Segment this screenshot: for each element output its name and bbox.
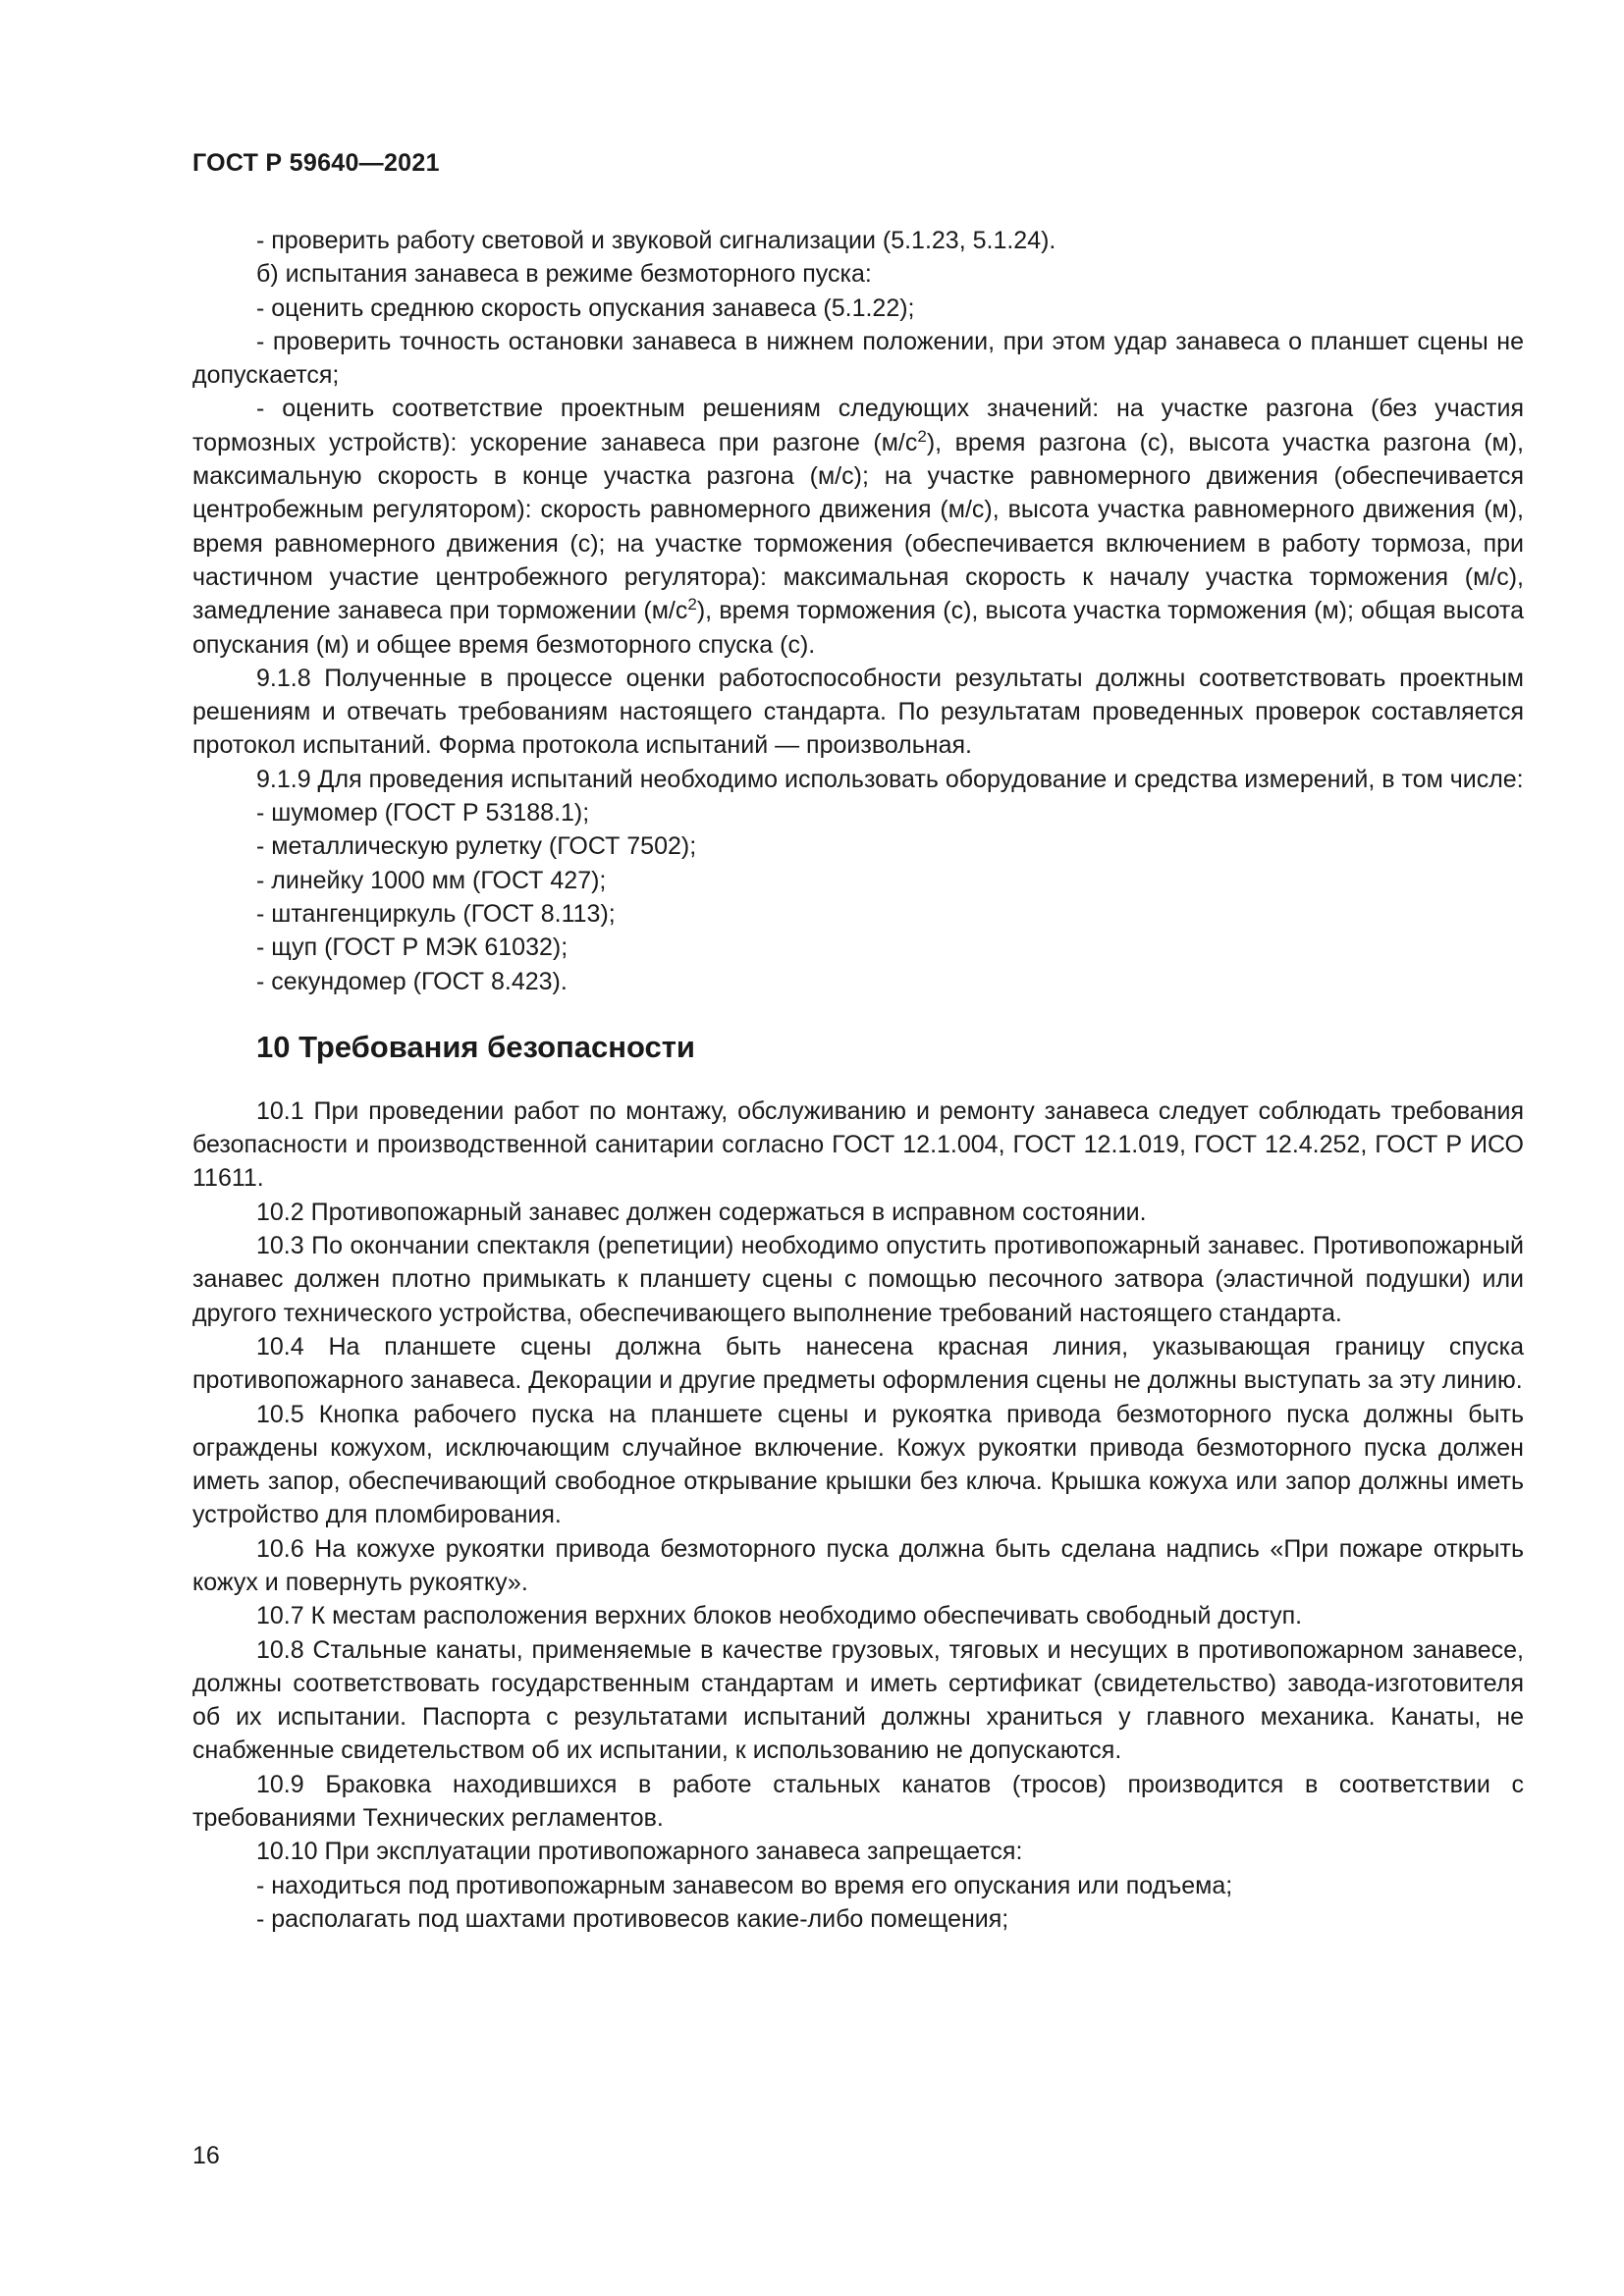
paragraph-10-10: 10.10 При эксплуатации противопожарного занавеса запрещается: [256,1838,1023,1866]
equipment-item: - щуп (ГОСТ Р МЭК 61032); [256,934,568,962]
equipment-item: - металлическую рулетку (ГОСТ 7502); [256,832,697,861]
paragraph-9-1-9: 9.1.9 Для проведения испытаний необходимо использовать оборудование и средства измерений, в том числе: [256,765,1524,793]
paragraph-10-2: 10.2 Противопожарный занавес должен содержаться в исправном состоянии. [256,1198,1147,1226]
paragraph-10-1: 10.1 При проведении работ по монтажу, обслуживанию и ремонту занавеса следует соблюдать требования безопасности и производственной санитарии согласно ГОСТ 12.1.004, ГОСТ 12.1.019, ГОСТ 12.4.252, ГОСТ Р ИСО 11611. [192,1096,1524,1193]
paragraph-10-8: 10.8 Стальные канаты, применяемые в качестве грузовых, тяговых и несущих в противопожарном занавесе, должны соответствовать государственным стандартам и иметь сертификат (свидетельство) завода-изготовителя об их испытании. Паспорта с результатами испытаний должны храниться у главного механика. Канаты, не снабженные свидетельством об их испытании, к использованию не допускаются. [192,1635,1524,1765]
document-header: ГОСТ Р 59640—2021 [192,149,440,177]
list-item: - оценить среднюю скорость опускания занавеса (5.1.22); [256,294,915,322]
paragraph-10-6: 10.6 На кожухе рукоятки привода безмоторного пуска должна быть сделана надпись «При пожаре открыть кожух и повернуть рукоятку». [192,1534,1524,1596]
list-item: б) испытания занавеса в режиме безмоторного пуска: [256,260,872,289]
page-number: 16 [192,2142,220,2169]
paragraph-10-9: 10.9 Браковка находившихся в работе стальных канатов (тросов) производится в соответствии с требованиями Технических регламентов. [192,1770,1524,1833]
paragraph: - проверить точность остановки занавеса в нижнем положении, при этом удар занавеса о планшет сцены не допускается; [192,327,1524,390]
equipment-item: - секундомер (ГОСТ 8.423). [256,967,568,995]
paragraph-10-7: 10.7 К местам расположения верхних блоков необходимо обеспечивать свободный доступ. [256,1602,1303,1630]
paragraph-10-3: 10.3 По окончании спектакля (репетиции) необходимо опустить противопожарный занавес. Противопожарный занавес должен плотно примыкать к планшету сцены с помощью песочного затвора (эластичной подушки) или другого технического устройства, обеспечивающего выполнение требований настоящего стандарта. [192,1232,1524,1327]
superscript: 2 [917,426,927,446]
superscript: 2 [687,595,697,614]
paragraph-9-1-8: 9.1.8 Полученные в процессе оценки работоспособности результаты должны соответствовать проектным решениям и отвечать требованиям настоящего стандарта. По результатам проведенных проверок составляется протокол испытаний. Форма протокола испытаний — произвольная. [192,664,1524,760]
paragraph: - оценить соответствие проектным решениям следующих значений: на участке разгона (без участия тормозных устройств): ускорение занавеса при разгоне $(м/с^2)$, время разгона (с), высота участка разгона (м), максимальную скорость в конце участка разгона (м/с); на участке равномерного движения (обеспечивается центробежным регулятором): скорость равномерного движения (м/с), высота участка равномерного движения (м), время равномерного движения (с); на участке торможения (обеспечивается включением в работу тормоза, при частичном участие центробежного регулятора): максимальная скорость к началу участка торможения (м/с), замедление занавеса при торможении $(м/с^2)$, время торможения (с), высота участка торможения (м); общая высота опускания (м) и общее время безмоторного спуска (с). [192,395,1524,659]
prohibition-item: - находиться под противопожарным занавесом во время его опускания или подъема; [256,1871,1233,1899]
equipment-item: - штангенциркуль (ГОСТ 8.113); [256,899,616,928]
paragraph-10-4: 10.4 На планшете сцены должна быть нанесена красная линия, указывающая границу спуска противопожарного занавеса. Декорации и другие предметы оформления сцены не должны выступать за эту линию. [192,1332,1524,1395]
equipment-item: - шумомер (ГОСТ Р 53188.1); [256,799,590,828]
equipment-item: - линейку 1000 мм (ГОСТ 427); [256,866,607,894]
paragraph-10-5: 10.5 Кнопка рабочего пуска на планшете сцены и рукоятка привода безмоторного пуска должны быть ограждены кожухом, исключающим случайное включение. Кожух рукоятки привода безмоторного пуска должен иметь запор, обеспечивающий свободное открывание крышки без ключа. Крышка кожуха или запор должны иметь устройство для пломбирования. [192,1400,1524,1529]
section-heading: 10 Требования безопасности [256,1029,695,1064]
list-item: - проверить работу световой и звуковой сигнализации (5.1.23, 5.1.24). [256,227,1056,254]
document-body [192,224,1524,1936]
prohibition-item: - располагать под шахтами противовесов какие-либо помещения; [256,1904,1009,1933]
